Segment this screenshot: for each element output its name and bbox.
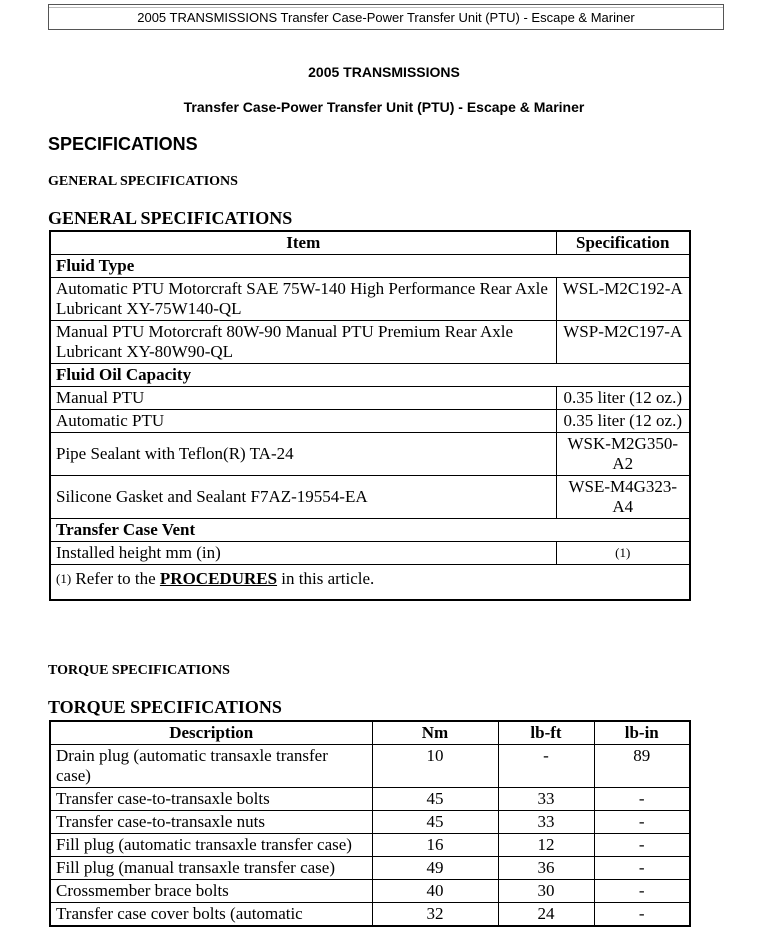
- spec-cell: WSK-M2G350-A2: [556, 433, 690, 476]
- general-table-title: GENERAL SPECIFICATIONS: [48, 208, 293, 228]
- table-row: [50, 433, 690, 476]
- group-fluid-type: Fluid Type: [50, 255, 690, 278]
- desc-cell: Crossmember brace bolts: [50, 880, 372, 903]
- group-fluid-oil-capacity: Fluid Oil Capacity: [50, 364, 690, 387]
- group-row: [50, 519, 690, 542]
- spec-cell: WSL-M2C192-A: [556, 278, 690, 321]
- footnote: [50, 565, 690, 601]
- desc-cell: Transfer case cover bolts (automatic: [50, 903, 372, 927]
- nm-cell: 10: [372, 745, 498, 788]
- table-row: [50, 542, 690, 565]
- footnote-text-post: in this article.: [281, 569, 375, 588]
- table-header-row: [50, 231, 690, 255]
- nm-cell: 45: [372, 811, 498, 834]
- group-row: [50, 364, 690, 387]
- desc-cell: Fill plug (manual transaxle transfer case): [50, 857, 372, 880]
- table-row: [50, 745, 690, 788]
- item-cell: Silicone Gasket and Sealant F7AZ-19554-EA: [50, 476, 556, 519]
- doc-subtitle: Transfer Case-Power Transfer Unit (PTU) - Escape & Mariner: [183, 99, 585, 115]
- footnote-marker: (1): [56, 571, 72, 586]
- table-row: [50, 788, 690, 811]
- table-row: [50, 387, 690, 410]
- col-header-lbft: lb-ft: [498, 721, 594, 745]
- lbft-cell: -: [498, 745, 594, 788]
- table-row: [50, 410, 690, 433]
- item-cell: Pipe Sealant with Teflon(R) TA-24: [50, 433, 556, 476]
- lbin-cell: 89: [594, 745, 690, 788]
- table-row: [50, 834, 690, 857]
- lbft-cell: 33: [498, 788, 594, 811]
- desc-cell: Transfer case-to-transaxle nuts: [50, 811, 372, 834]
- lbft-cell: 36: [498, 857, 594, 880]
- general-spec-table: [49, 230, 691, 601]
- procedures-link[interactable]: PROCEDURES: [159, 569, 278, 588]
- lbft-cell: 30: [498, 880, 594, 903]
- nm-cell: 16: [372, 834, 498, 857]
- col-header-description: Description: [50, 721, 372, 745]
- table-row: [50, 811, 690, 834]
- lbft-cell: 24: [498, 903, 594, 927]
- footnote-text-pre: Refer to the: [75, 569, 156, 588]
- col-header-item: Item: [50, 231, 556, 255]
- item-cell: Automatic PTU Motorcraft SAE 75W-140 High Performance Rear Axle Lubricant XY-75W140-QL: [50, 278, 556, 321]
- desc-cell: Drain plug (automatic transaxle transfer case): [50, 745, 372, 788]
- nm-cell: 45: [372, 788, 498, 811]
- table-header-row: [50, 721, 690, 745]
- torque-subheading: TORQUE SPECIFICATIONS: [48, 663, 230, 678]
- col-header-lbin: lb-in: [594, 721, 690, 745]
- spec-cell: 0.35 liter (12 oz.): [556, 410, 690, 433]
- lbin-cell: -: [594, 811, 690, 834]
- lbft-cell: 12: [498, 834, 594, 857]
- doc-title: 2005 TRANSMISSIONS: [308, 64, 460, 80]
- spec-cell: WSP-M2C197-A: [556, 321, 690, 364]
- lbin-cell: -: [594, 788, 690, 811]
- page-header: 2005 TRANSMISSIONS Transfer Case-Power Transfer Unit (PTU) - Escape & Mariner: [48, 4, 724, 30]
- group-transfer-case-vent: Transfer Case Vent: [50, 519, 690, 542]
- lbin-cell: -: [594, 880, 690, 903]
- nm-cell: 40: [372, 880, 498, 903]
- desc-cell: Transfer case-to-transaxle bolts: [50, 788, 372, 811]
- col-header-spec: Specification: [556, 231, 690, 255]
- spec-cell: 0.35 liter (12 oz.): [556, 387, 690, 410]
- table-row: [50, 476, 690, 519]
- general-subheading: GENERAL SPECIFICATIONS: [48, 174, 238, 189]
- item-cell: Manual PTU Motorcraft 80W-90 Manual PTU Premium Rear Axle Lubricant XY-80W90-QL: [50, 321, 556, 364]
- lbft-cell: 33: [498, 811, 594, 834]
- lbin-cell: -: [594, 903, 690, 927]
- lbin-cell: -: [594, 834, 690, 857]
- item-cell: Installed height mm (in): [50, 542, 556, 565]
- item-cell: Manual PTU: [50, 387, 556, 410]
- nm-cell: 49: [372, 857, 498, 880]
- footnote-row: [50, 565, 690, 601]
- table-row: [50, 278, 690, 321]
- spec-cell: WSE-M4G323-A4: [556, 476, 690, 519]
- table-row: [50, 321, 690, 364]
- nm-cell: 32: [372, 903, 498, 927]
- table-row: [50, 857, 690, 880]
- col-header-nm: Nm: [372, 721, 498, 745]
- lbin-cell: -: [594, 857, 690, 880]
- table-row: [50, 903, 690, 927]
- torque-table-title: TORQUE SPECIFICATIONS: [48, 697, 282, 717]
- section-title: SPECIFICATIONS: [48, 134, 198, 154]
- torque-spec-table: [49, 720, 691, 927]
- spec-cell: (1): [556, 542, 690, 565]
- group-row: [50, 255, 690, 278]
- desc-cell: Fill plug (automatic transaxle transfer case): [50, 834, 372, 857]
- item-cell: Automatic PTU: [50, 410, 556, 433]
- table-row: [50, 880, 690, 903]
